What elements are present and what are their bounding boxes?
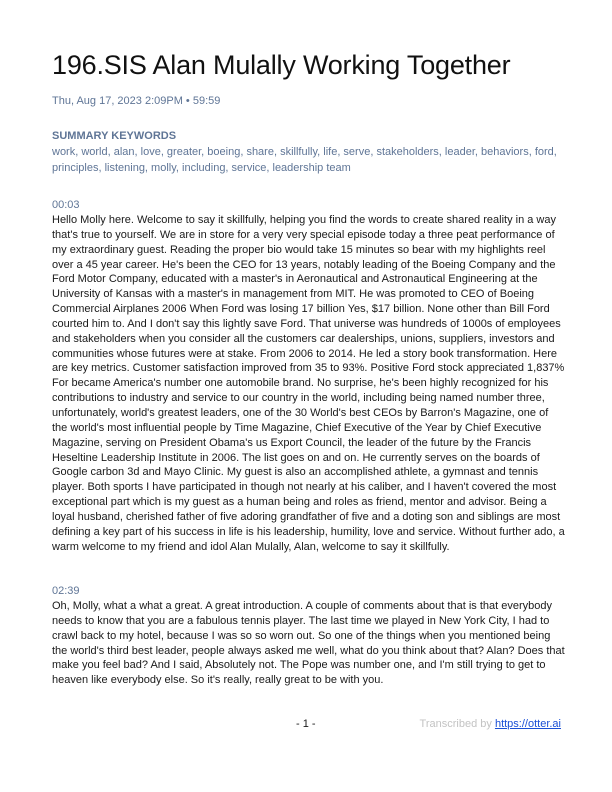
segment-timestamp: 00:03 — [52, 199, 80, 211]
transcription-credit — [420, 718, 561, 730]
credit-label: Transcribed by — [419, 718, 492, 730]
summary-keywords-list: work, world, alan, love, greater, boeing, share, skillfully, life, serve, stakeholders, leader, behaviors, ford, principles, listening, molly, including, service, leadership team — [52, 146, 557, 174]
segment-text: Oh, Molly, what a what a great. A great introduction. A couple of comments about that is that everybody needs to know that you are a fabulous tennis player. The last time we played in New York City, I had to crawl back to my hotel, because I was so so worn out. So one of the things when you mentioned being the world's third best leader, people always asked me well, what do you think about that? Alan? Does that make you feel bad? And I said, Absolutely not. The Pope was number one, and I'm still trying to get to heaven like everybody else. So it's really, really great to be with you. — [52, 600, 565, 687]
document-title: 196.SIS Alan Mulally Working Together — [52, 50, 511, 80]
recording-meta: Thu, Aug 17, 2023 2:09PM • 59:59 — [52, 95, 221, 107]
summary-keywords-heading: SUMMARY KEYWORDS — [52, 130, 177, 142]
segment-text: Hello Molly here. Welcome to say it skillfully, helping you find the words to create shared reality in a way that's true to yourself. We are in store for a very very special episode today a three peat performance of my extraordinary guest. Reading the proper bio would take 15 minutes so bear with my highlights reel over a 45 year career. He's been the CEO for 13 years, notably leading of the Boeing Company and the Ford Motor Company, educated with a master's in Aeronautical and Astronautical Engineering at the University of Kansas with a master's in management from MIT. He was promoted to CEO of Boeing Commercial Airplanes 2006 When Ford was losing 17 billion Yes, $17 billion. None other than Bill Ford courted him to. And I don't say this lightly save Ford. That universe was hundreds of 1000s of employees and stakeholders when you consider all the customers car dealerships, unions, suppliers, investors and communities whose futures were at stake. From 2006 to 2014. He led a story book transformation. Here are key metrics. Customer satisfaction improved from 35 to 93%. Positive Ford stock appreciated 1,837% For became America's number one automobile brand. No surprise, he's been highly recognized for his contributions to industry and service to our country in the world, including being named number three, unfortunately, world's greatest leaders, one of the 30 World's best CEOs by Barron's Magazine, one of the world's most influential people by Time Magazine, Chief Executive of the Year by Chief Executive Magazine, serving on President Obama's us Export Council, the leader of the future by the Francis Heseltine Leadership Institute in 2006. The list goes on and on. He currently serves on the boards of Google carbon 3d and Mayo Clinic. My guest is also an accomplished athlete, a gymnast and tennis player. Both sports I have participated in though not nearly at his caliber, and I haven't covered the most exceptional part which is my guest as a human being and roles as friend, mentor and advisor. Being a loyal husband, cherished father of five adoring grandfather of five and a doting son and siblings are most defining a key part of his success in life is his leadership, humility, love and service. Without further ado, a warm welcome to my friend and idol Alan Mulally, Alan, welcome to say it skillfully. — [52, 214, 565, 553]
otter-link[interactable]: https://otter.ai — [494, 718, 561, 730]
page-number: - 1 - — [296, 718, 316, 730]
segment-timestamp: 02:39 — [52, 585, 80, 597]
